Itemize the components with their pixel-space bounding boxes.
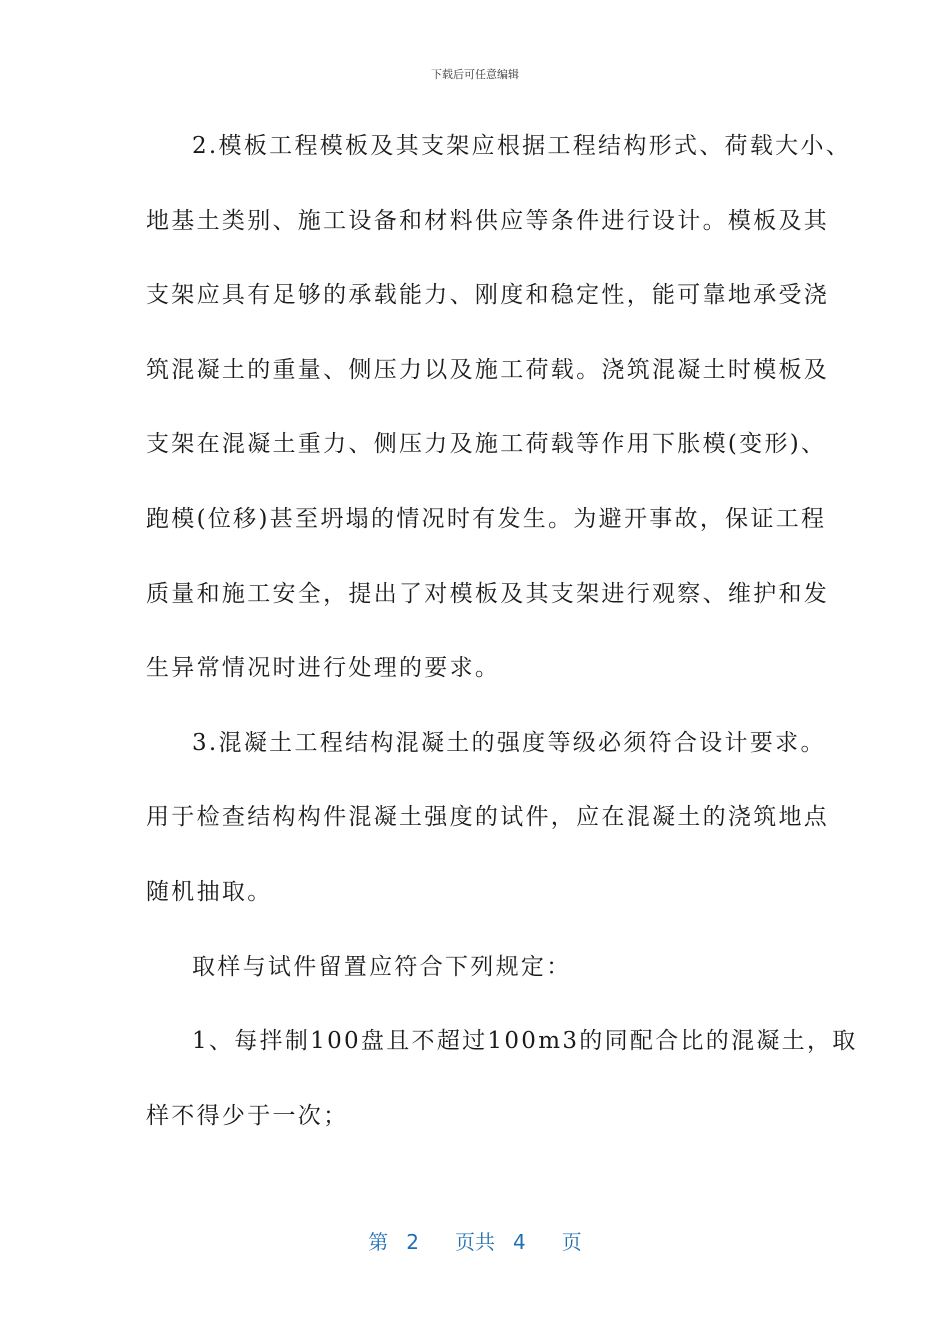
paragraph-line: 1、每拌制100盘且不超过100m3的同配合比的混凝土，取 [192,1028,858,1055]
paragraph-line: 随机抽取。 [146,878,273,905]
paragraph-line: 支架应具有足够的承载能力、刚度和稳定性，能可靠地承受浇 [146,282,830,309]
document-body [146,126,858,1170]
page-middle: 页共 [455,1230,495,1254]
paragraph-line: 样不得少于一次； [146,1102,349,1129]
page-footer [0,1226,950,1255]
paragraph-line: 筑混凝土的重量、侧压力以及施工荷载。浇筑混凝土时模板及 [146,356,830,383]
paragraph-line: 跑模(位移)甚至坍塌的情况时有发生。为避开事故，保证工程 [146,505,827,532]
header-note: 下载后可任意编辑 [431,68,519,81]
paragraph-line: 地基土类别、施工设备和材料供应等条件进行设计。模板及其 [146,207,830,234]
current-page-number: 2 [406,1230,419,1254]
total-pages-number: 4 [513,1230,526,1254]
paragraph-line: 取样与试件留置应符合下列规定： [192,953,572,980]
page-suffix: 页 [561,1230,582,1254]
page-prefix: 第 [368,1230,389,1254]
paragraph-line: 质量和施工安全，提出了对模板及其支架进行观察、维护和发 [146,580,830,607]
paragraph-line: 支架在混凝土重力、侧压力及施工荷载等作用下胀模(变形)、 [146,431,827,458]
paragraph-line: 3.混凝土工程结构混凝土的强度等级必须符合设计要求。 [192,729,826,756]
paragraph-line: 2.模板工程模板及其支架应根据工程结构形式、荷载大小、 [192,133,852,159]
paragraph-line: 用于检查结构构件混凝土强度的试件，应在混凝土的浇筑地点 [146,804,830,831]
paragraph-line: 生异常情况时进行处理的要求。 [146,655,501,682]
